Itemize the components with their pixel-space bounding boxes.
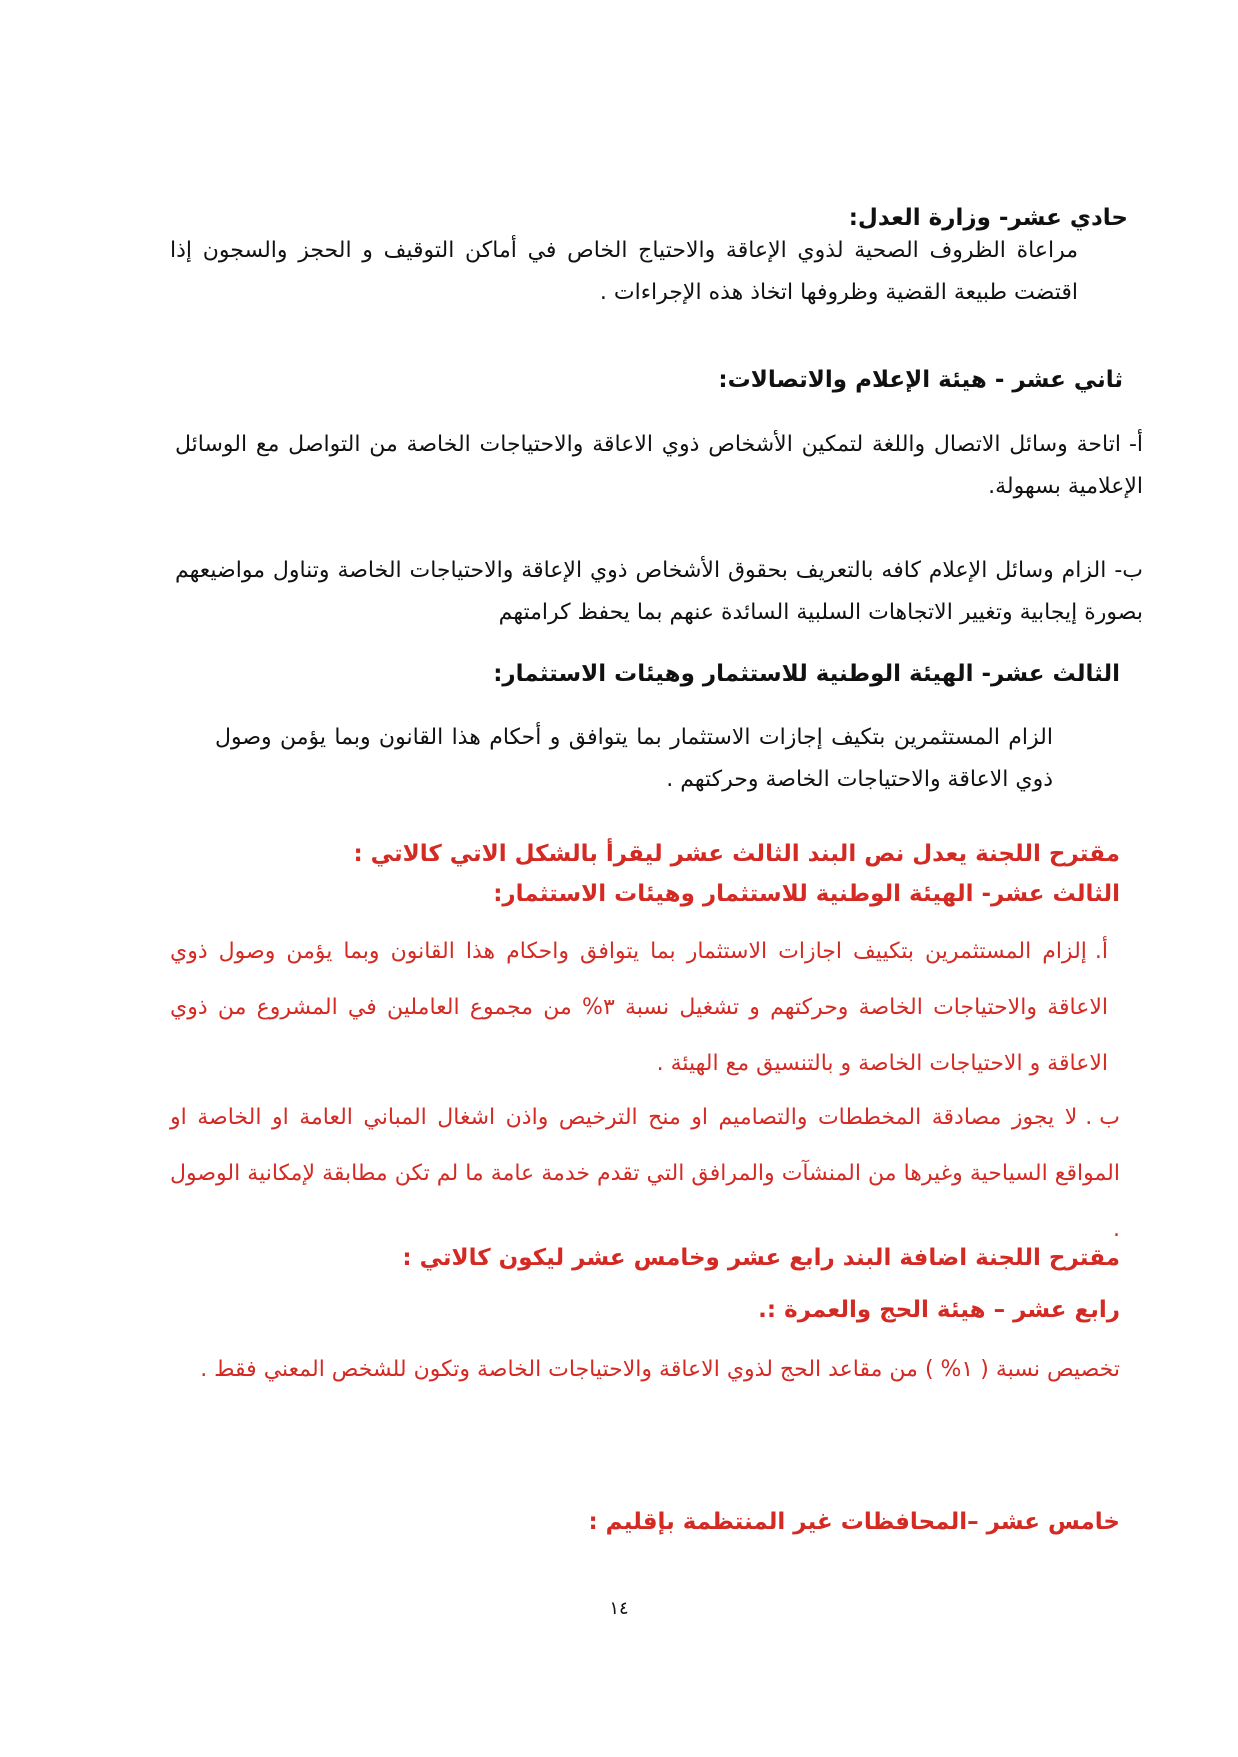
proposal-1-item-b [170, 1090, 1120, 1258]
section-15-title: خامس عشر –المحافظات غير المنتظمة بإقليم : [588, 1509, 1120, 1535]
item-a-text: اتاحة وسائل الاتصال واللغة لتمكين الأشخاص ذوي الاعاقة والاحتياجات الخاصة من التواصل مع الوسائل الإعلامية بسهولة. [175, 432, 1143, 499]
item-b-marker: ب- [1114, 558, 1143, 583]
proposal-item-a-marker: أ. [1094, 939, 1108, 964]
page-number: ١٤ [609, 1598, 629, 1619]
proposal-item-b-text: لا يجوز مصادقة المخططات والتصاميم او منح الترخيص واذن اشغال المباني العامة او الخاصة او المواقع السياحية وغيرها من المنشآت والمرافق التي تقدم خدمة عامة ما لم تكن مطابقة لإمكانية الوصول . [170, 1105, 1120, 1242]
section-13-title: الثالث عشر- الهيئة الوطنية للاستثمار وهيئات الاستثمار: [493, 661, 1120, 687]
proposal-1-intro: مقترح اللجنة يعدل نص البند الثالث عشر ليقرأ بالشكل الاتي كالاتي : [353, 841, 1120, 867]
section-13-text: الزام المستثمرين بتكيف إجازات الاستثمار بما يتوافق و أحكام هذا القانون وبما يؤمن وصول ذوي الاعاقة والاحتياجات الخاصة وحركتهم . [215, 725, 1053, 792]
proposal-1-title: الثالث عشر- الهيئة الوطنية للاستثمار وهيئات الاستثمار: [493, 881, 1120, 907]
section-12-title: ثاني عشر - هيئة الإعلام والاتصالات: [718, 367, 1123, 393]
proposal-2-intro: مقترح اللجنة اضافة البند رابع عشر وخامس عشر ليكون كالاتي : [402, 1245, 1120, 1271]
section-11-title: حادي عشر- وزارة العدل: [848, 205, 1128, 231]
proposal-item-a-text: إلزام المستثمرين بتكييف اجازات الاستثمار بما يتوافق واحكام هذا القانون وبما يؤمن وصول ذوي الاعاقة والاحتياجات الخاصة وحركتهم و تشغيل نسبة ٣% من مجموع العاملين في المشروع من ذوي الاعاقة و الاحتياجات الخاصة و بالتنسيق مع الهيئة . [170, 939, 1108, 1076]
item-b-text: الزام وسائل الإعلام كافه بالتعريف بحقوق الأشخاص ذوي الإعاقة والاحتياجات الخاصة وتناول مواضيعهم بصورة إيجابية وتغيير الاتجاهات السلبية السائدة عنهم بما يحفظ كرامتهم [175, 558, 1143, 625]
section-14-text: تخصيص نسبة ( ١% ) من مقاعد الحج لذوي الاعاقة والاحتياجات الخاصة وتكون للشخص المعني فقط . [200, 1357, 1120, 1382]
proposal-item-b-marker: ب . [1085, 1105, 1120, 1130]
section-11-text: مراعاة الظروف الصحية لذوي الإعاقة والاحتياج الخاص في أماكن التوقيف و الحجز والسجون إذا اقتضت طبيعة القضية وظروفها اتخاذ هذه الإجراءات . [170, 238, 1078, 305]
section-14-title: رابع عشر – هيئة الحج والعمرة :. [758, 1297, 1120, 1323]
section-12-item-b [175, 550, 1143, 634]
proposal-1-item-a [170, 924, 1108, 1092]
section-12-item-a [175, 424, 1143, 508]
item-a-marker: أ- [1128, 432, 1143, 457]
